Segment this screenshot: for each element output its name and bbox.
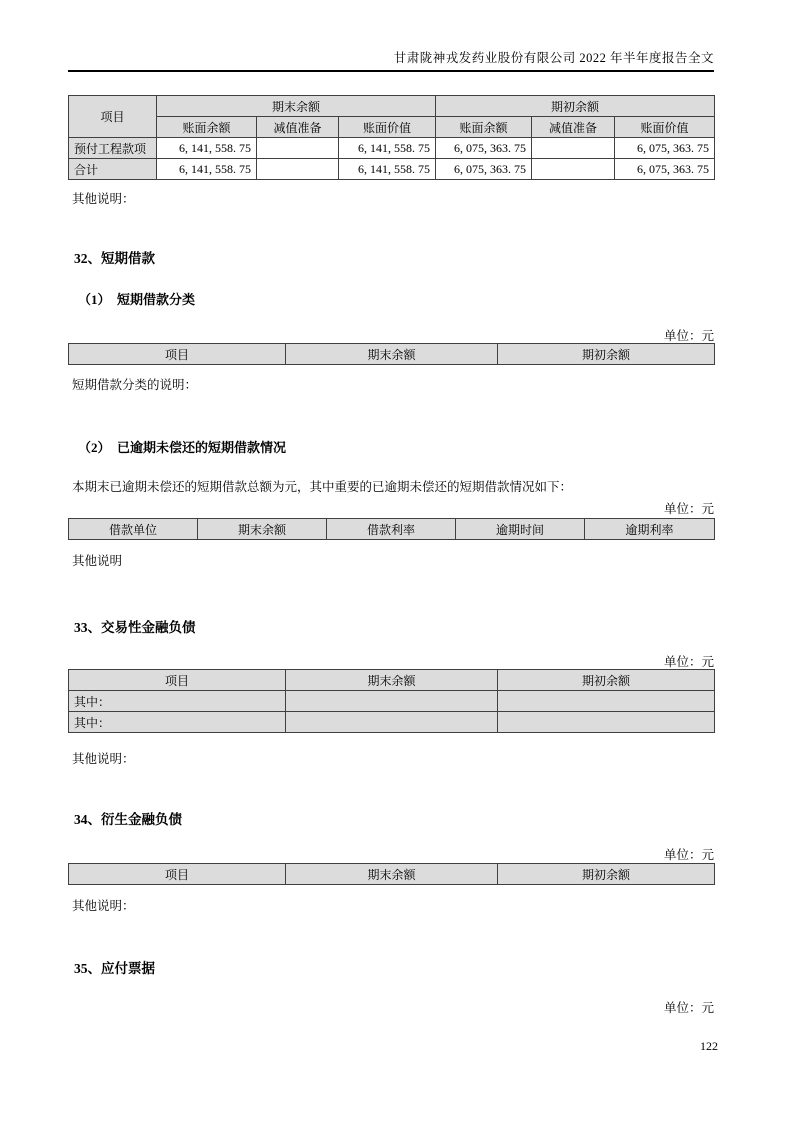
- th-impairment-end: 减值准备: [257, 117, 339, 138]
- th-item: 项目: [69, 344, 286, 365]
- loan-class-note: 短期借款分类的说明：: [72, 378, 198, 392]
- value-cell: [498, 712, 715, 733]
- row-label-total: 合计: [69, 159, 157, 180]
- value-cell: [257, 159, 339, 180]
- value-cell: [257, 138, 339, 159]
- th-overdue-rate: 逾期利率: [585, 519, 715, 540]
- th-ending-balance: 期末余额: [286, 670, 498, 691]
- value-cell: 6, 141, 558. 75: [157, 159, 257, 180]
- overdue-loan-paragraph: 本期末已逾期未偿还的短期借款总额为元，其中重要的已逾期未偿还的短期借款情况如下：: [72, 480, 573, 494]
- section-33-title: 33、交易性金融负债: [74, 620, 196, 635]
- th-beginning-balance: 期初余额: [498, 344, 715, 365]
- value-cell: 6, 141, 558. 75: [339, 159, 436, 180]
- value-cell: [498, 691, 715, 712]
- section-32-2-title: （2） 已逾期未偿还的短期借款情况: [78, 440, 287, 455]
- th-beginning-balance: 期初余额: [498, 670, 715, 691]
- th-beginning-balance: 期初余额: [436, 96, 715, 117]
- row-label-prepaid-construction: 预付工程款项: [69, 138, 157, 159]
- other-notes-trading: 其他说明：: [72, 752, 135, 766]
- unit-label: 单位：元: [663, 502, 714, 516]
- other-notes-derivative: 其他说明：: [72, 899, 135, 913]
- th-ending-balance: 期末余额: [198, 519, 327, 540]
- table-row: [69, 159, 715, 180]
- th-ending-balance: 期末余额: [286, 344, 498, 365]
- header-rule: [68, 70, 714, 72]
- derivative-liabilities-table: [68, 863, 715, 885]
- th-item: 项目: [69, 864, 286, 885]
- unit-label: 单位：元: [663, 848, 714, 862]
- unit-label: 单位：元: [663, 1001, 714, 1015]
- value-cell: 6, 075, 363. 75: [615, 159, 715, 180]
- section-32-1-title: （1） 短期借款分类: [78, 292, 196, 307]
- th-book-value-end: 账面价值: [339, 117, 436, 138]
- th-book-balance-end: 账面余额: [157, 117, 257, 138]
- value-cell: [532, 159, 615, 180]
- overdue-loan-table: [68, 518, 715, 540]
- th-impairment-begin: 减值准备: [532, 117, 615, 138]
- short-term-loan-class-table: [68, 343, 715, 365]
- th-borrower: 借款单位: [69, 519, 198, 540]
- unit-label: 单位：元: [663, 655, 714, 669]
- unit-label: 单位：元: [663, 329, 714, 343]
- value-cell: [532, 138, 615, 159]
- th-item: 项目: [69, 670, 286, 691]
- trading-liabilities-table: [68, 669, 715, 733]
- value-cell: 6, 075, 363. 75: [615, 138, 715, 159]
- th-overdue-time: 逾期时间: [456, 519, 585, 540]
- section-35-title: 35、应付票据: [74, 961, 155, 976]
- value-cell: [286, 712, 498, 733]
- table-row: [69, 691, 715, 712]
- section-32-title: 32、短期借款: [74, 251, 155, 266]
- value-cell: 6, 075, 363. 75: [436, 138, 532, 159]
- value-cell: 6, 141, 558. 75: [157, 138, 257, 159]
- table-row: [69, 712, 715, 733]
- other-notes-prepayments: 其他说明：: [72, 192, 135, 206]
- prepayments-table: [68, 95, 715, 180]
- th-loan-rate: 借款利率: [327, 519, 456, 540]
- section-34-title: 34、衍生金融负债: [74, 812, 182, 827]
- th-book-balance-begin: 账面余额: [436, 117, 532, 138]
- row-label-whereof: 其中：: [69, 691, 286, 712]
- doc-header-title: 甘肃陇神戎发药业股份有限公司 2022 年半年度报告全文: [393, 51, 714, 65]
- th-item: 项目: [69, 96, 157, 138]
- row-label-whereof: 其中：: [69, 712, 286, 733]
- page-number: 122: [700, 1039, 718, 1053]
- value-cell: 6, 075, 363. 75: [436, 159, 532, 180]
- th-book-value-begin: 账面价值: [615, 117, 715, 138]
- th-beginning-balance: 期初余额: [498, 864, 715, 885]
- overdue-note: 其他说明: [72, 554, 123, 568]
- value-cell: [286, 691, 498, 712]
- table-row: [69, 138, 715, 159]
- th-ending-balance: 期末余额: [157, 96, 436, 117]
- value-cell: 6, 141, 558. 75: [339, 138, 436, 159]
- th-ending-balance: 期末余额: [286, 864, 498, 885]
